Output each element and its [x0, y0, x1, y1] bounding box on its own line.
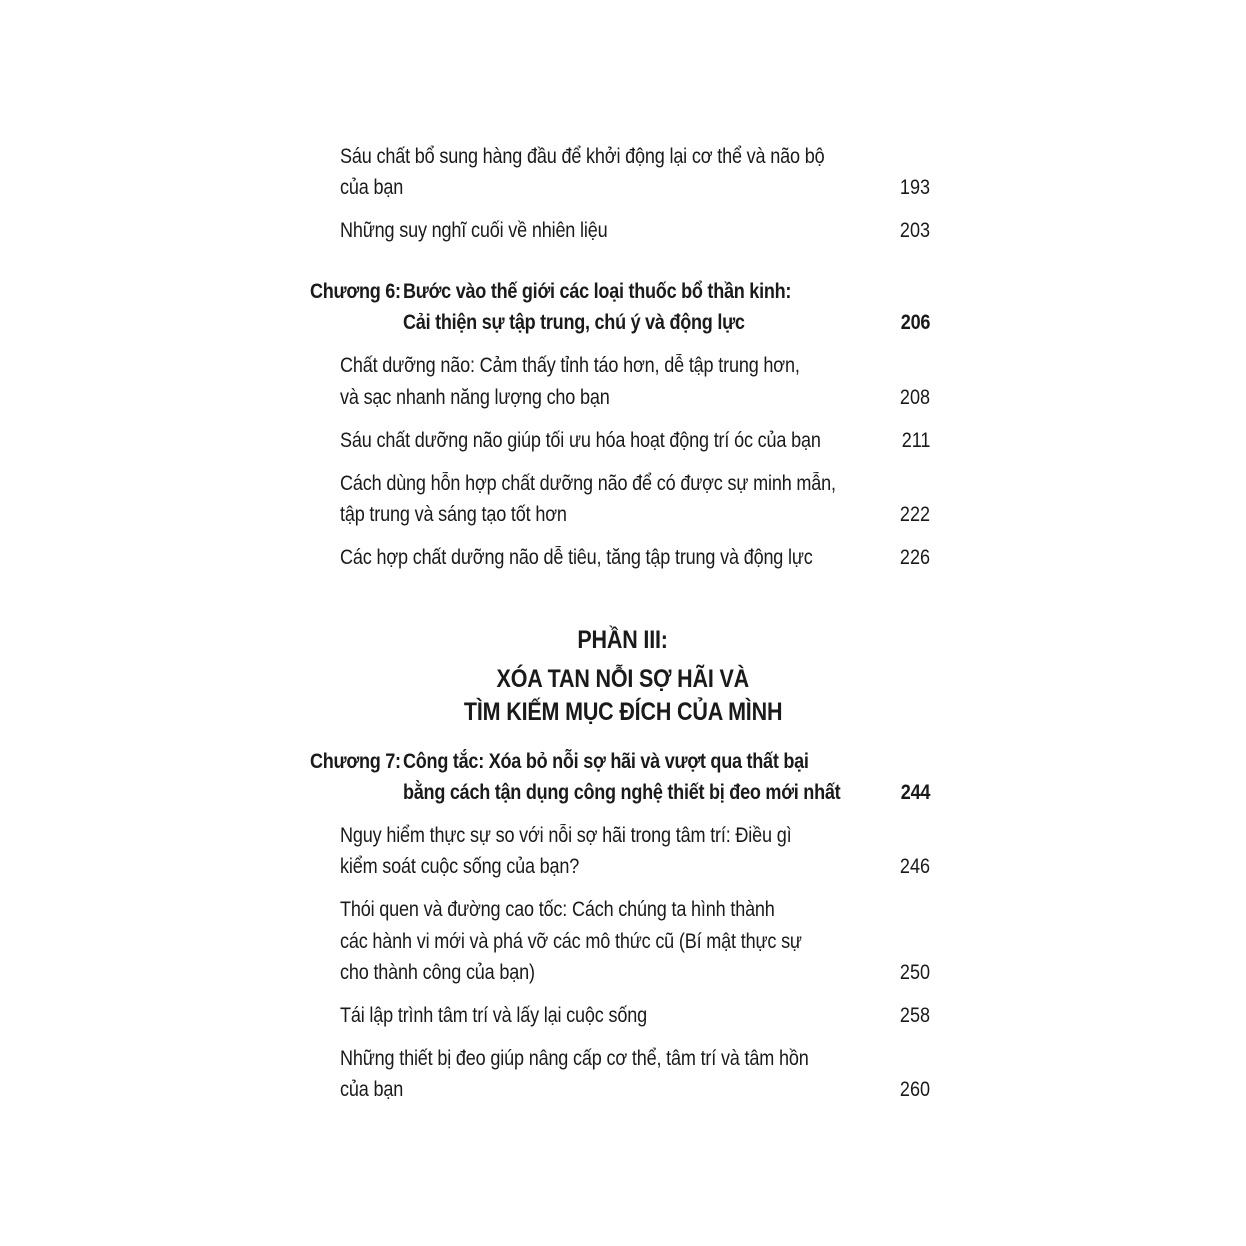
toc-entry-line: Các hợp chất dưỡng não dễ tiêu, tăng tập trung và động lực — [340, 546, 813, 569]
chapter-label: Chương 7: — [310, 750, 401, 773]
toc-entry-line: của bạn — [340, 176, 404, 199]
toc-page-number: 246 — [899, 855, 930, 878]
toc-entry-line: Những thiết bị đeo giúp nâng cấp cơ thể, tâm trí và tâm hồn — [340, 1047, 809, 1070]
toc-page-number: 211 — [901, 429, 930, 452]
toc-page-number: 208 — [899, 386, 930, 409]
chapter-title-line: Bước vào thế giới các loại thuốc bổ thần kinh: — [403, 280, 792, 303]
toc-entry-line: và sạc nhanh năng lượng cho bạn — [340, 386, 610, 409]
toc-entry-line: Sáu chất bổ sung hàng đầu để khởi động lại cơ thể và não bộ — [340, 145, 825, 168]
toc-entry-line: Sáu chất dưỡng não giúp tối ưu hóa hoạt động trí óc của bạn — [340, 429, 821, 452]
part-title-line: TÌM KIẾM MỤC ĐÍCH CỦA MÌNH — [463, 698, 783, 726]
toc-entry-line: tập trung và sáng tạo tốt hơn — [340, 503, 567, 526]
toc-page-number: 222 — [899, 503, 930, 526]
toc-entry-line: Cách dùng hỗn hợp chất dưỡng não để có được sự minh mẫn, — [340, 472, 836, 495]
toc-entry-line: Thói quen và đường cao tốc: Cách chúng ta hình thành — [340, 898, 775, 921]
chapter-page-number: 206 — [900, 311, 930, 334]
toc-page-number: 203 — [899, 219, 930, 242]
chapter-title-line: bằng cách tận dụng công nghệ thiết bị đeo mới nhất — [403, 781, 841, 804]
toc-entry-line: của bạn — [340, 1078, 404, 1101]
toc-entry-line: các hành vi mới và phá vỡ các mô thức cũ (Bí mật thực sự — [340, 930, 802, 953]
chapter-title-line: Cải thiện sự tập trung, chú ý và động lực — [403, 311, 745, 334]
toc-page-number: 226 — [899, 546, 930, 569]
chapter-label: Chương 6: — [310, 280, 401, 303]
toc-entry-line: kiểm soát cuộc sống của bạn? — [340, 855, 580, 878]
toc-page-number: 258 — [899, 1004, 930, 1027]
toc-page-number: 193 — [899, 176, 930, 199]
toc-page-number: 250 — [899, 961, 930, 984]
chapter-page-number: 244 — [900, 781, 930, 804]
toc-page-number: 260 — [899, 1078, 930, 1101]
part-label: PHẦN III: — [577, 626, 669, 654]
toc-entry-line: Tái lập trình tâm trí và lấy lại cuộc sống — [340, 1004, 647, 1027]
chapter-title-line: Công tắc: Xóa bỏ nỗi sợ hãi và vượt qua thất bại — [403, 750, 809, 773]
toc-entry-line: Những suy nghĩ cuối về nhiên liệu — [340, 219, 608, 242]
part-title-line: XÓA TAN NỖI SỢ HÃI VÀ — [496, 665, 750, 693]
toc-entry-line: Chất dưỡng não: Cảm thấy tỉnh táo hơn, dễ tập trung hơn, — [340, 354, 800, 377]
toc-entry-line: Nguy hiểm thực sự so với nỗi sợ hãi trong tâm trí: Điều gì — [340, 824, 792, 847]
toc-entry-line: cho thành công của bạn) — [340, 961, 535, 984]
